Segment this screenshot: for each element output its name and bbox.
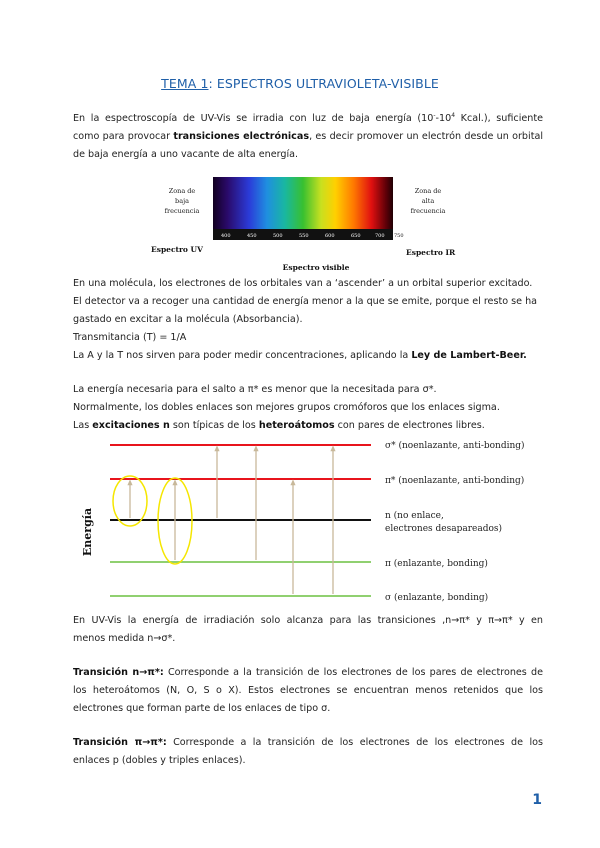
uv-label: Espectro UV — [151, 245, 203, 254]
p4-line-2: menos medida n→σ*. — [73, 633, 176, 644]
p2-law-name: Ley de Lambert-Beer. — [411, 350, 527, 361]
ir-label: Espectro IR — [406, 248, 456, 257]
tick-650: 650 — [351, 232, 361, 239]
p2-line5-a: La A y la T nos sirven para poder medir concentraciones, aplicando la — [73, 350, 412, 361]
left-zone-line-3: frecuencia — [164, 207, 200, 215]
tick-600: 600 — [325, 232, 335, 239]
intro-line-1 — [73, 110, 543, 128]
p6-line-1 — [73, 734, 543, 752]
left-zone-label — [165, 187, 200, 215]
paragraph-4 — [73, 612, 543, 648]
label-sigma-star: σ* (noenlazante, anti-bonding) — [385, 441, 525, 451]
p6-line-2: enlaces p (dobles y triples enlaces). — [73, 755, 246, 766]
p3-line3-a: Las — [73, 420, 93, 431]
left-zone-line-1: Zona de — [168, 187, 196, 195]
p2-line-3: gastado en excitar a la molécula (Absorbancia). — [73, 314, 303, 325]
p3-line3-c: con pares de electrones libres. — [334, 420, 485, 431]
paragraph-2 — [73, 275, 543, 365]
intro-bold-term: transiciones electrónicas — [173, 131, 310, 142]
intro-paragraph — [73, 110, 543, 164]
title-rest: : ESPECTROS ULTRAVIOLETA-VISIBLE — [208, 76, 439, 91]
p3-line-1: La energía necesaria para el salto a π* es menor que la necesitada para σ*. — [73, 384, 437, 395]
p4-line-1: En UV-Vis la energía de irradiación solo alcanza para las transiciones ,n→π* y π→π* y en — [73, 615, 543, 626]
page-title — [0, 76, 600, 91]
p5-line1-text: Corresponde a la transición de los electrones de los pares de electrones de — [163, 667, 543, 678]
p6-line1-text: Corresponde a la transición de los electrones de los electrones de los — [166, 737, 543, 748]
visible-label: Espectro visible — [282, 263, 350, 272]
intro-line2-a: como para provocar — [73, 131, 174, 142]
p5-line-3: electrones que forman parte de los enlaces de tipo σ. — [73, 703, 331, 714]
spectrum-gradient — [213, 177, 393, 229]
p5-line-2: los heteroátomos (N, O, S o X). Estos electrones se encuentran menos retenidos que los — [73, 685, 543, 696]
page-number: 1 — [532, 792, 542, 808]
paragraph-3 — [73, 381, 543, 435]
intro-text-c: Kcal.), suficiente — [455, 113, 544, 124]
p5-heading: Transición n→π*: — [73, 667, 164, 678]
tick-400: 400 — [221, 232, 231, 239]
p2-line-5 — [73, 347, 543, 365]
right-zone-label — [411, 187, 446, 215]
p3-line3-b: son típicas de los — [169, 420, 259, 431]
intro-text-a: En la espectroscopía de UV-Vis se irradia con luz de baja energía (10 — [73, 113, 434, 124]
p2-line-1: En una molécula, los electrones de los orbitales van a ‘ascender’ a un orbital superior excitado. — [73, 278, 533, 289]
label-sigma: σ (enlazante, bonding) — [385, 593, 489, 603]
tick-450: 450 — [247, 232, 257, 239]
intro-sup-2: 4 — [451, 112, 456, 119]
intro-text-b: -10 — [435, 113, 452, 124]
intro-line-2 — [73, 128, 543, 146]
intro-line2-b: , es decir promover un electrón desde un orbital — [309, 131, 543, 142]
level-labels — [385, 440, 525, 603]
paragraph-5 — [73, 664, 543, 718]
intro-sup-1: - — [433, 112, 436, 119]
right-zone-line-1: Zona de — [414, 187, 442, 195]
p3-bold-2: heteroátomos — [258, 420, 335, 431]
title-prefix: TEMA 1 — [161, 76, 209, 91]
p6-heading: Transición π→π*: — [73, 737, 167, 748]
tick-550: 550 — [299, 232, 309, 239]
energy-diagram — [73, 432, 533, 612]
paragraph-6 — [73, 734, 543, 770]
right-zone-line-2: alta — [421, 197, 435, 205]
left-zone-line-2: baja — [175, 197, 189, 205]
p2-line-4: Transmitancia (T) = 1/A — [73, 332, 187, 343]
energy-axis-label: Energía — [81, 507, 94, 557]
p2-line-2: El detector va a recoger una cantidad de energía menor a la que se emite, porque el resto se ha — [73, 296, 538, 307]
tick-750: 750 — [394, 232, 404, 239]
label-n-line-1: n (no enlace, — [385, 511, 444, 521]
label-n-line-2: electrones desapareados) — [385, 524, 503, 534]
right-zone-line-3: frecuencia — [410, 207, 446, 215]
p3-bold-1: excitaciones n — [92, 420, 170, 431]
spectrum-figure — [148, 175, 458, 275]
label-pi-star: π* (noenlazante, anti-bonding) — [385, 476, 525, 486]
tick-500: 500 — [273, 232, 283, 239]
p3-line-2: Normalmente, los dobles enlaces son mejores grupos cromóforos que los enlaces sigma. — [73, 402, 500, 413]
label-pi: π (enlazante, bonding) — [385, 559, 488, 569]
intro-line-3: de baja energía a uno vacante de alta energía. — [73, 149, 299, 160]
p5-line-1 — [73, 664, 543, 682]
tick-700: 700 — [375, 232, 385, 239]
